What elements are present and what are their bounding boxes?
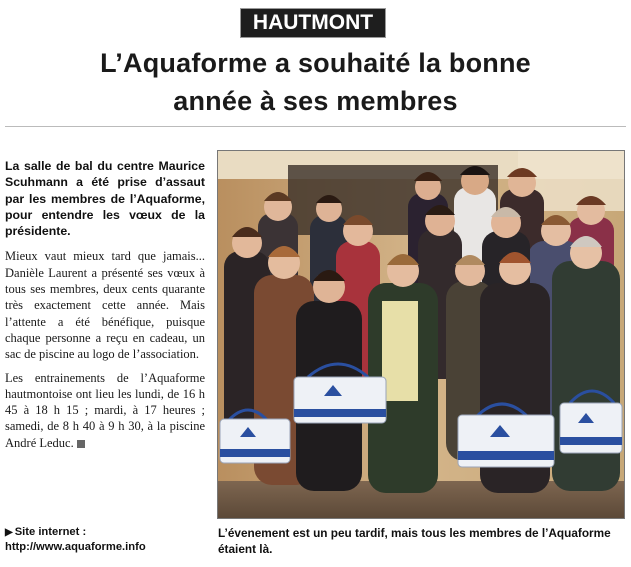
headline: [0, 44, 631, 120]
triangle-right-icon: ▶: [5, 527, 13, 538]
group-photo: [217, 150, 625, 519]
end-of-article-icon: [77, 440, 85, 448]
section-kicker: HAUTMONT: [240, 8, 386, 38]
site-label: Site internet :: [14, 526, 87, 538]
headline-line-2: année à ses membres: [173, 86, 458, 116]
article-column: [5, 158, 205, 458]
article-paragraph-2: [5, 370, 205, 451]
article-lead: La salle de bal du centre Maurice Scuhmann a été prise d’assaut par les membres de l’Aquaforme, pour entendre les vœux de la présidente.: [5, 159, 205, 239]
site-info: [5, 525, 210, 555]
site-link[interactable]: http://www.aquaforme.info: [5, 541, 146, 553]
article-paragraph-1: Mieux vaut mieux tard que jamais... Danièle Laurent a présenté ses vœux à tous ses membres, deux cents quarante très exactement cette année. Mais l’attente a été bénéfique, puisque chaque personne a reçu en cadeau, un sac de piscine au logo de l’association.: [5, 249, 205, 362]
group-photo-illustration: [218, 151, 624, 518]
headline-line-1: L’Aquaforme a souhaité la bonne: [100, 48, 531, 78]
photo-caption: L’évenement est un peu tardif, mais tous les membres de l’Aquaforme étaient là.: [218, 526, 611, 556]
article-paragraph-2-text: Les entrainements de l’Aquaforme hautmontoise ont lieu les lundi, de 16 h 45 à 18 h 15 ; mardi, à 17 heures ; samedi, de 8 h 40 à 9 h 30, à la piscine André Leduc.: [5, 370, 205, 450]
header-divider: [5, 126, 626, 127]
